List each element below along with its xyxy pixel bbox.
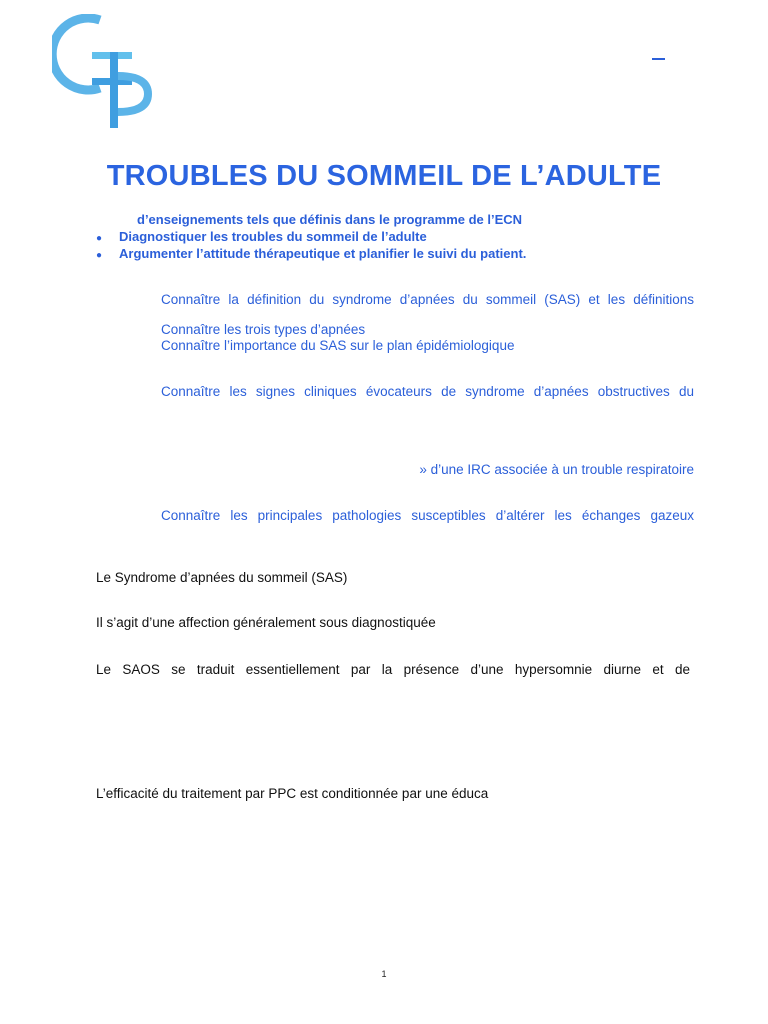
cep-logo [52, 14, 152, 132]
detail-line: » d’une IRC associée à un trouble respiratoire [419, 462, 694, 477]
body-line: Il s’agit d’une affection généralement sous diagnostiquée [96, 615, 436, 630]
detail-line: Connaître les principales pathologies susceptibles d’altérer les échanges gazeux [161, 508, 694, 523]
detail-line: Connaître la définition du syndrome d’apnées du sommeil (SAS) et les définitions [161, 292, 694, 307]
page-title: TROUBLES DU SOMMEIL DE L’ADULTE [106, 160, 662, 192]
body-line: L’efficacité du traitement par PPC est conditionnée par une éduca [96, 786, 489, 801]
objectives-list [96, 229, 526, 263]
header-mark [652, 58, 665, 60]
detail-line: Connaître les signes cliniques évocateurs de syndrome d’apnées obstructives du [161, 384, 694, 399]
objectives-heading: d’enseignements tels que définis dans le programme de l’ECN [137, 212, 523, 227]
objective-item: ● Argumenter l’attitude thérapeutique et planifier le suivi du patient. [96, 246, 527, 261]
detail-line: Connaître l’importance du SAS sur le plan épidémiologique [161, 338, 515, 353]
bullet-icon: ● [96, 233, 103, 244]
detail-line: Connaître les trois types d’apnées [161, 322, 366, 337]
objective-item: ● Diagnostiquer les troubles du sommeil de l’adulte [96, 229, 427, 244]
body-line: Le Syndrome d’apnées du sommeil (SAS) [96, 570, 348, 585]
body-line: Le SAOS se traduit essentiellement par la présence d’une hypersomnie diurne et de [96, 662, 690, 677]
page-number: 1 [381, 969, 387, 979]
bullet-icon: ● [96, 250, 103, 261]
